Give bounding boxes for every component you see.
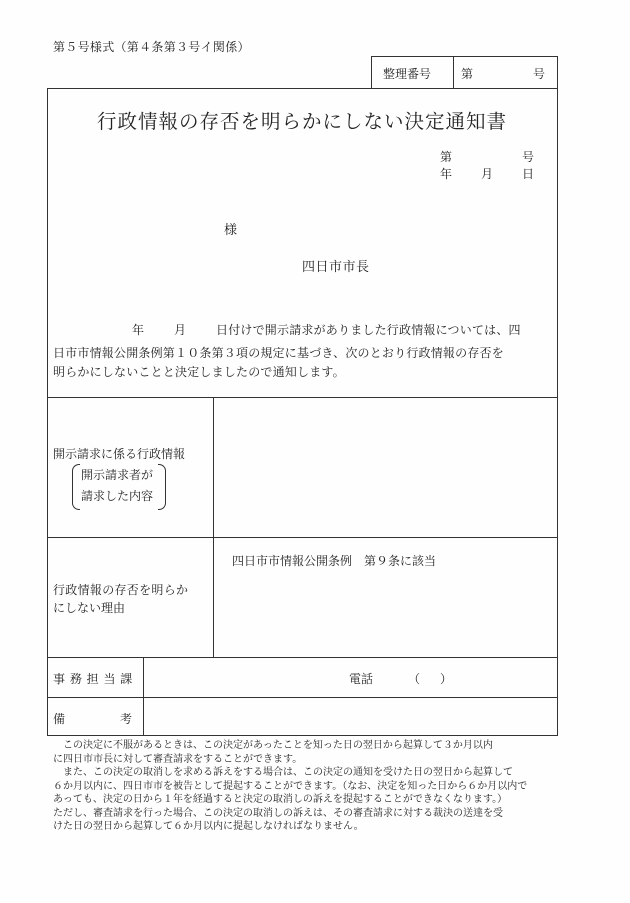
remarks-label-right: 考	[120, 712, 133, 726]
notice-line: また、この決定の取消しを求める訴えをする場合は、この決定の通知を受けた日の翌日から起算して	[53, 767, 513, 778]
notice-line: ただし、審査請求を行った場合、この決定の取消しの訴えは、その審査請求に対する裁決の送達を受	[53, 807, 503, 819]
body-line-1: 日付けで開示請求がありました行政情報については、四	[216, 323, 521, 337]
phone-area-code-field[interactable]	[422, 664, 440, 688]
reference-number-suffix: 号	[533, 67, 546, 81]
phone-number-field[interactable]	[462, 664, 552, 688]
department-label: 事 務 担 当 課	[53, 672, 133, 686]
requested-info-sub-line-1: 開示請求者が	[81, 468, 154, 482]
date-year: 年	[440, 167, 453, 181]
body-date-month: 月	[174, 323, 187, 337]
notice-line: ６か月以内に、四日市市を被告として提起することができます。（なお、決定を知った日から６か月以内で	[53, 780, 528, 792]
body-line-2: 日市市情報公開条例第１０条第３項の規定に基づき、次のとおり行政情報の存否を	[53, 346, 504, 360]
requested-info-sub-line-2: 請求した内容	[81, 489, 154, 503]
form-label: 第５号様式（第４条第３号イ関係）	[53, 40, 250, 54]
date-month: 月	[481, 167, 494, 181]
reference-number-prefix: 第	[461, 67, 474, 81]
requested-info-field[interactable]	[216, 400, 554, 534]
doc-number-suffix: 号	[522, 150, 535, 164]
date-day: 日	[522, 167, 535, 181]
reason-label-line-1: 行政情報の存否を明らか	[53, 583, 189, 597]
doc-number-prefix: 第	[440, 150, 453, 164]
notice-line: この決定に不服があるときは、この決定があったことを知った日の翌日から起算して３か月以内	[53, 740, 493, 751]
appeal-notice	[53, 739, 613, 834]
phone-label: 電話	[349, 672, 374, 686]
requested-info-sub-bracket	[72, 464, 166, 508]
addressee-field[interactable]	[60, 214, 220, 236]
reference-number-label: 整理番号	[383, 67, 432, 81]
notice-line: に四日市市長に対して審査請求をすることができます。	[53, 753, 303, 765]
addressee-suffix: 様	[224, 223, 238, 238]
document-title: 行政情報の存否を明らかにしない決定通知書	[96, 110, 507, 133]
remarks-field[interactable]	[146, 700, 554, 732]
remarks-label-left: 備	[53, 712, 66, 726]
notice-line: けた日の翌日から起算して６か月以内に提起しなければなりません。	[53, 821, 364, 832]
issuer-name: 四日市市長	[302, 260, 370, 275]
body-line-3: 明らかにしないことと決定しましたので通知します。	[53, 365, 345, 379]
notice-line: あっても、決定の日から１年を経過すると決定の取消しの訴えを提起することができなくなります。）	[53, 794, 508, 805]
phone-paren-close: ）	[440, 672, 453, 686]
department-field[interactable]	[146, 660, 336, 694]
reference-number-field[interactable]	[490, 61, 528, 83]
reason-value[interactable]: 四日市市情報公開条例 第９条に該当	[232, 554, 437, 568]
phone-paren-open: （	[408, 672, 421, 686]
reason-label-line-2: にしない理由	[53, 601, 126, 615]
body-date-year: 年	[132, 323, 145, 337]
requested-info-label: 開示請求に係る行政情報	[53, 447, 186, 461]
